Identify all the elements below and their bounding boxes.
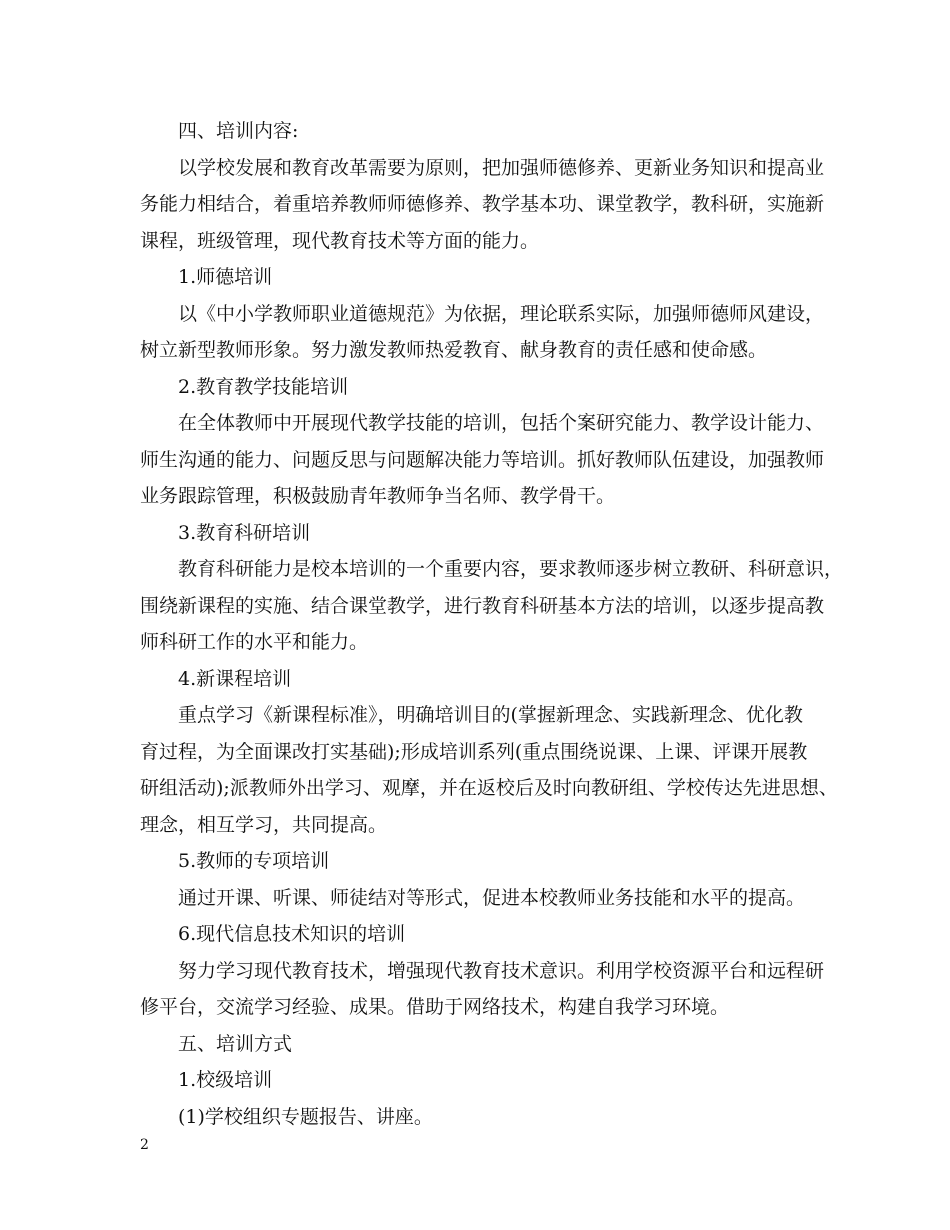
text-line: 4.新课程培训 [178,667,292,690]
text-line: (1)学校组织专题报告、讲座。 [178,1105,433,1128]
text-line: 理念，相互学习，共同提高。 [140,813,388,836]
text-line: 围绕新课程的实施、结合课堂教学，进行教育科研基本方法的培训，以逐步提高教 [140,594,825,617]
text-line: 修平台，交流学习经验、成果。借助于网络技术，构建自我学习环境。 [140,996,730,1018]
text-line: 努力学习现代教育技术，增强现代教育技术意识。利用学校资源平台和远程研 [178,959,825,982]
text-line: 通过开课、听课、师徒结对等形式，促进本校教师业务技能和水平的提高。 [178,886,806,909]
text-line: 教育科研能力是校本培训的一个重要内容，要求教师逐步树立教研、科研意识， [178,558,844,580]
text-line: 课程，班级管理，现代教育技术等方面的能力。 [140,229,540,252]
text-line: 师生沟通的能力、问题反思与问题解决能力等培训。抓好教师队伍建设，加强教师 [140,448,825,471]
text-line: 5.教师的专项培训 [178,850,330,872]
text-line: 以《中小学教师职业道德规范》为依据，理论联系实际，加强师德师风建设， [178,302,825,325]
text-line: 研组活动);派教师外出学习、观摩，并在返校后及时向教研组、学校传达先进思想、 [140,777,838,799]
text-line: 业务跟踪管理，积极鼓励青年教师争当名师、教学骨干。 [140,485,616,507]
page-number: 2 [140,1137,149,1153]
text-line: 师科研工作的水平和能力。 [140,631,369,653]
text-line: 在全体教师中开展现代教学技能的培训，包括个案研究能力、教学设计能力、 [178,412,825,434]
text-line: 以学校发展和教育改革需要为原则，把加强师德修养、更新业务知识和提高业 [178,156,825,179]
document-body [140,113,844,1135]
text-line: 树立新型教师形象。努力激发教师热爱教育、献身教育的责任感和使命感。 [140,339,768,361]
text-line: 重点学习《新课程标准》，明确培训目的(掌握新理念、实践新理念、优化教 [178,704,803,726]
text-line: 四、培训内容: [178,120,299,142]
text-line: 6.现代信息技术知识的培训 [178,923,406,945]
text-line: 1.校级培训 [178,1069,273,1091]
text-line: 育过程，为全面课改打实基础);形成培训系列(重点围绕说课、上课、评课开展教 [140,740,808,763]
text-line: 2.教育教学技能培训 [178,375,349,398]
text-line: 五、培训方式 [178,1032,293,1055]
text-line: 务能力相结合，着重培养教师师德修养、教学基本功、课堂教学，教科研，实施新 [140,193,825,215]
text-line: 1.师德培训 [178,266,273,288]
text-line: 3.教育科研培训 [178,521,311,544]
